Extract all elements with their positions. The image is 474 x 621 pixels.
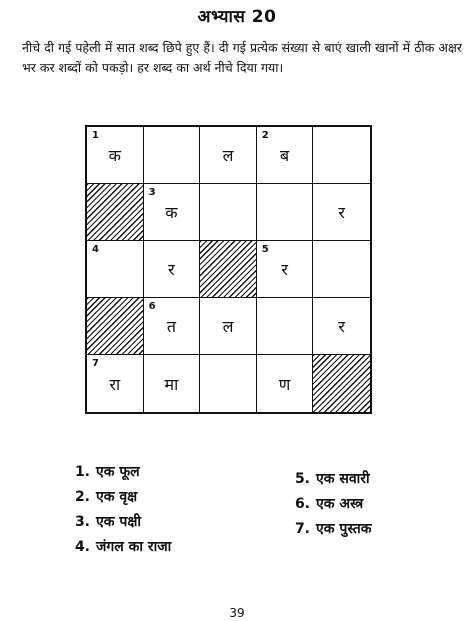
clue-item (284, 517, 372, 542)
clue-number: 5 (261, 244, 269, 255)
grid-cell[interactable] (144, 127, 201, 184)
clue-item-text: एक फूल (96, 464, 140, 480)
cell-letter: र (338, 203, 345, 222)
cell-letter: ब (280, 146, 290, 165)
shaded-cell (313, 355, 370, 412)
clue-item-text: जंगल का राजा (96, 539, 172, 555)
clue-item-number: 5. (294, 471, 310, 487)
grid-cell[interactable] (313, 127, 370, 184)
shaded-cell (87, 298, 144, 355)
clues-right-column (284, 467, 372, 542)
grid-cell[interactable] (200, 127, 257, 184)
grid-cell[interactable] (87, 127, 144, 184)
cell-letter: र (281, 260, 288, 279)
clue-number: 7 (92, 358, 99, 369)
grid-cell[interactable] (257, 298, 314, 355)
grid-cell[interactable] (257, 184, 314, 241)
page-title: अभ्यास 20 (197, 7, 277, 27)
instructions-paragraph: नीचे दी गई पहेली में सात शब्द छिपे हुए हैं। दी गई प्रत्येक संख्या से बाएं खाली खानों में ठीक अक्षर भर कर शब्दों को पकड़ो। हर शब्द का अर्थ नीचे दिया गया। (22, 40, 462, 75)
cell-letter: र (338, 317, 345, 336)
grid-cell[interactable] (257, 355, 314, 412)
cell-letter: मा (164, 374, 179, 394)
grid-cell[interactable] (144, 298, 201, 355)
grid-cell[interactable] (200, 298, 257, 355)
clue-item-number: 7. (294, 521, 310, 537)
grid-cell[interactable] (313, 184, 370, 241)
cell-letter: क (165, 203, 178, 222)
grid-cell[interactable] (200, 184, 257, 241)
shaded-cell (87, 184, 144, 241)
cell-letter: क (108, 146, 121, 165)
crossword-grid (85, 125, 372, 414)
clue-item-number: 3. (74, 514, 90, 530)
cell-letter: ल (222, 146, 234, 165)
grid-cell[interactable] (144, 355, 201, 412)
clue-item-text: एक सवारी (316, 471, 370, 487)
grid-cell[interactable] (87, 241, 144, 298)
clue-item-number: 6. (294, 496, 310, 512)
clue-item (284, 467, 372, 492)
grid-cell[interactable] (87, 355, 144, 412)
clue-number: 1 (92, 130, 99, 141)
grid-cell[interactable] (313, 241, 370, 298)
clue-item-number: 2. (74, 489, 90, 505)
clue-item (64, 510, 171, 535)
clue-item-text: एक पुस्तक (316, 521, 372, 537)
clues-left-column (64, 460, 171, 560)
clue-item-text: एक अस्त्र (316, 496, 364, 512)
clue-item (64, 460, 171, 485)
clue-item-number: 4. (74, 539, 90, 555)
grid-cell[interactable] (200, 355, 257, 412)
shaded-cell (200, 241, 257, 298)
clue-item (64, 485, 171, 510)
clue-item-number: 1. (74, 464, 90, 480)
clue-number: 6 (148, 301, 156, 312)
clue-number: 4 (92, 244, 99, 255)
grid-cell[interactable] (144, 184, 201, 241)
grid-cell[interactable] (257, 241, 314, 298)
cell-letter: ण (278, 374, 291, 394)
cell-letter: त (166, 317, 176, 336)
grid-cell[interactable] (257, 127, 314, 184)
grid-cell[interactable] (313, 298, 370, 355)
clue-item (284, 492, 372, 517)
page-number: 39 (229, 606, 245, 620)
cell-letter: रा (109, 374, 121, 394)
clue-item-text: एक पक्षी (96, 514, 141, 530)
clue-item (64, 535, 171, 560)
cell-letter: ल (222, 317, 234, 336)
clue-item-text: एक वृक्ष (96, 489, 138, 505)
cell-letter: र (168, 260, 175, 279)
instructions-text (22, 38, 462, 78)
clue-number: 3 (148, 187, 156, 198)
grid-cell[interactable] (144, 241, 201, 298)
clue-number: 2 (261, 130, 269, 141)
